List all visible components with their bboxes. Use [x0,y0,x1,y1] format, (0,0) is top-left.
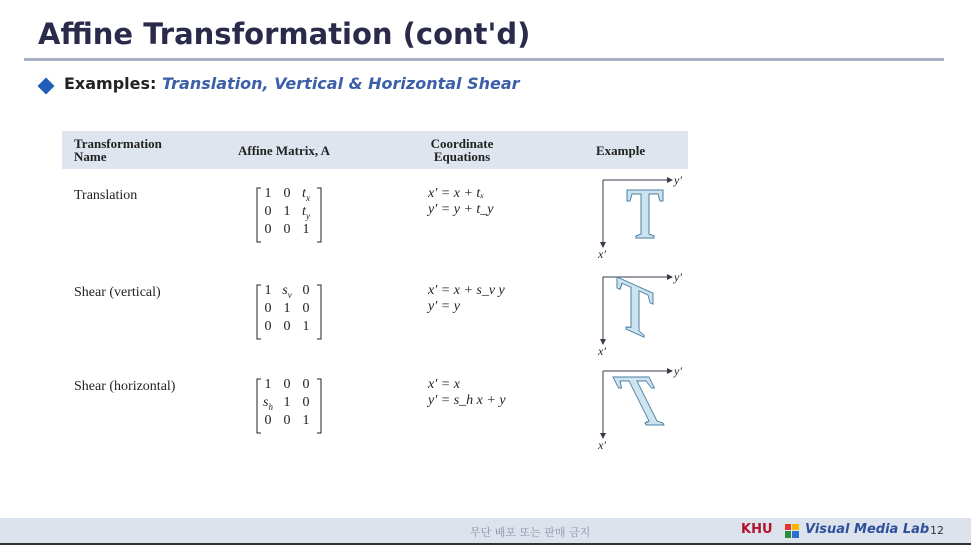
row-name: Shear (horizontal) [74,379,176,394]
title-divider [24,58,944,61]
x-axis-label: x′ [598,438,606,449]
header-coord-line2: Equations [433,149,491,164]
letter-t-shape [617,277,653,341]
affine-matrix [256,186,326,246]
matrix-cell: 1 [302,413,310,428]
header-example: Example [596,143,646,158]
example-figure-translation [595,176,685,258]
right-bracket [317,188,321,242]
matrix-cell: 0 [264,204,272,219]
equation-line-2: y′ = y + t_y [428,202,494,217]
matrix-cell: 0 [302,301,310,316]
matrix-cell: 1 [264,377,272,392]
matrix-cell: 0 [302,395,310,410]
y-axis-arrow-icon [667,368,673,374]
row-name: Translation [74,188,138,203]
matrix-cell: 1 [302,319,310,334]
matrix-cell: $s_h$ [263,395,273,412]
matrix-cell: 0 [283,222,291,237]
right-bracket [317,379,321,433]
subtitle-accent: Translation, Vertical & Horizontal Shear [162,74,520,93]
matrix-cell: 1 [283,301,291,316]
matrix-cell: 0 [302,377,310,392]
x-axis-label: x′ [598,344,606,355]
matrix-cell: 1 [283,395,291,410]
header-name-line2: Name [74,149,107,164]
matrix-cell: $t_x$ [302,186,310,203]
y-axis-arrow-icon [667,177,673,183]
header-coord-line1: Coordinate [430,136,494,151]
diamond-bullet-icon [38,78,55,95]
matrix-cell: 0 [302,283,310,298]
footer-rule [0,543,971,545]
matrix-cell: 1 [283,204,291,219]
equation-line-1: x′ = x + tₓ [428,186,485,201]
matrix-cell: 0 [283,413,291,428]
slide-subtitle [64,74,520,93]
matrix-cell: 0 [264,301,272,316]
equation-line-1: x′ = x + s_v y [428,283,505,298]
footer-notice: 무단 배포 또는 판매 금지 [470,526,591,539]
visual-media-lab-logo-icon [785,524,799,538]
matrix-cell: 0 [264,413,272,428]
header-coordinate-equations [430,137,494,163]
khu-logo: KHU [741,522,773,537]
row-name: Shear (vertical) [74,285,161,300]
matrix-cell: 0 [283,377,291,392]
affine-matrix [256,377,326,437]
y-axis-arrow-icon [667,274,673,280]
affine-matrix [256,283,326,343]
page-number: 12 [930,524,944,537]
equation-line-1: x′ = x [428,377,460,392]
matrix-cell: $s_v$ [282,283,292,300]
matrix-cell: 0 [264,319,272,334]
right-bracket [317,285,321,339]
letter-t-shape [627,190,663,238]
x-axis-label: x′ [598,247,606,258]
matrix-cell: 0 [283,186,291,201]
letter-t-shape [613,377,673,425]
subtitle-prefix: Examples: [64,74,162,93]
equation-line-2: y′ = s_h x + y [428,393,506,408]
slide-title: Affine Transformation (cont'd) [38,17,531,51]
letter-t-glyph [613,377,673,425]
example-figure-vertical [595,273,685,355]
matrix-cell: 1 [302,222,310,237]
y-axis-label: y′ [674,176,682,187]
y-axis-label: y′ [674,273,682,284]
header-affine-matrix: Affine Matrix, A [238,143,331,158]
example-figure-horizontal [595,367,685,449]
footer-lab-name: Visual Media Lab [805,522,930,537]
header-name-line1: Transformation [74,136,162,151]
matrix-cell: 0 [264,222,272,237]
matrix-cell: 1 [264,186,272,201]
letter-t-glyph [617,277,653,341]
matrix-cell: 0 [283,319,291,334]
header-transformation-name [74,137,162,163]
letter-t-glyph [627,190,663,238]
equation-line-2: y′ = y [428,299,460,314]
matrix-cell: $t_y$ [302,204,310,221]
matrix-cell: 1 [264,283,272,298]
y-axis-label: y′ [674,367,682,378]
